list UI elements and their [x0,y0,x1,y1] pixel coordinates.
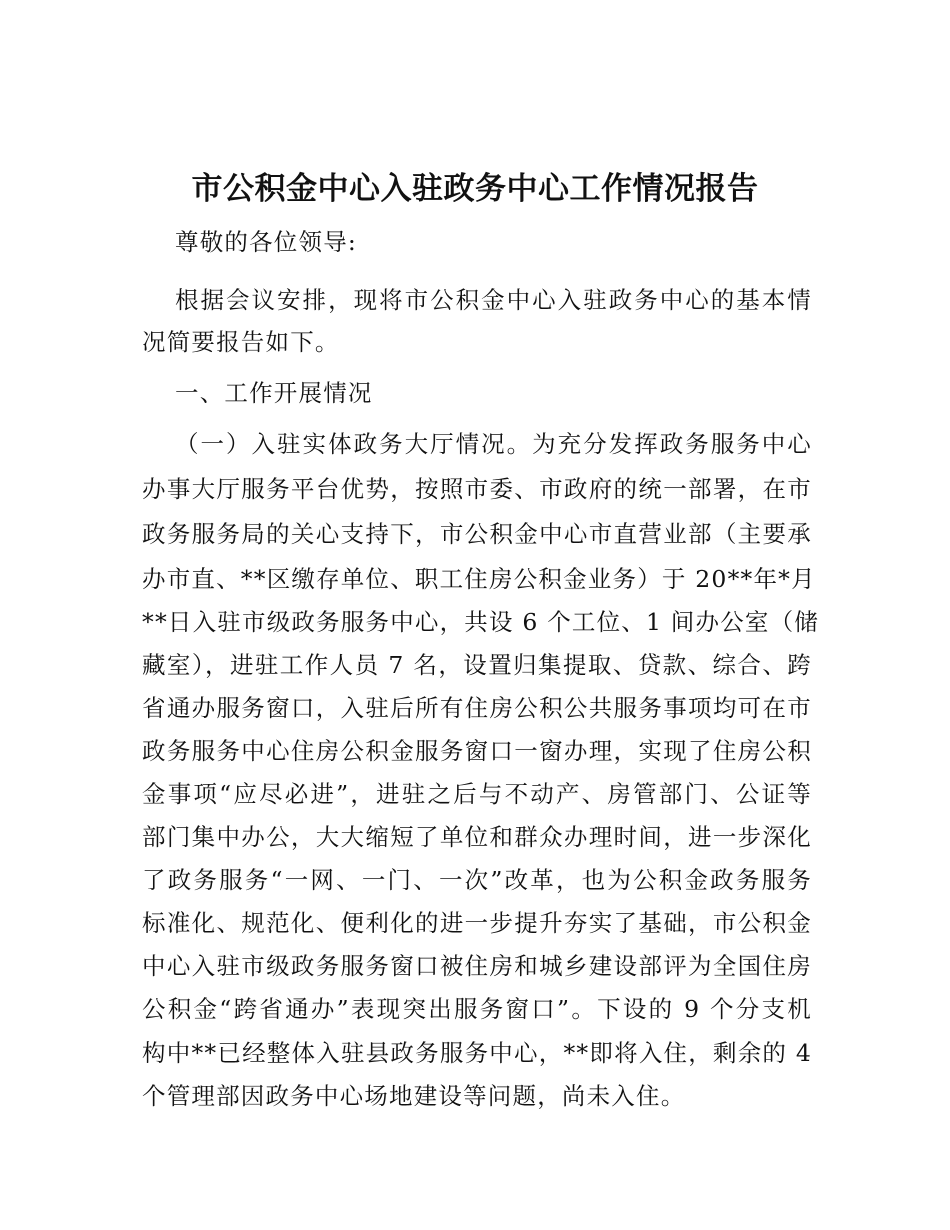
paragraph-line: 办事大厅服务平台优势，按照市委、市政府的统一部署，在市 [142,475,812,503]
paragraph-line: （一）入驻实体政务大厅情况。为充分发挥政务服务中心 [175,430,812,458]
paragraph-line: 公积金“跨省通办”表现突出服务窗口”。下设的 9 个分支机 [142,995,812,1023]
paragraph-line: 政务服务中心住房公积金服务窗口一窗办理，实现了住房公积 [142,737,812,765]
paragraph-line: 个管理部因政务中心场地建设等问题，尚未入住。 [142,1082,686,1110]
intro-line-1: 根据会议安排，现将市公积金中心入驻政务中心的基本情 [175,286,812,314]
paragraph-line: 金事项“应尽必进”，进驻之后与不动产、房管部门、公证等 [142,780,812,808]
section-heading: 一、工作开展情况 [175,379,373,407]
paragraph-line: 政务服务局的关心支持下，市公积金中心市直营业部（主要承 [142,520,812,548]
paragraph-line: 办市直、**区缴存单位、职工住房公积金业务）于 20**年*月 [142,565,816,593]
paragraph-line: 部门集中办公，大大缩短了单位和群众办理时间，进一步深化 [142,823,812,851]
paragraph-line: 构中**已经整体入驻县政务服务中心，**即将入住，剩余的 4 [142,1039,812,1067]
paragraph-line: 中心入驻市级政务服务窗口被住房和城乡建设部评为全国住房 [142,952,812,980]
paragraph-line: 标准化、规范化、便利化的进一步提升夯实了基础，市公积金 [142,909,812,937]
document-title: 市公积金中心入驻政务中心工作情况报告 [191,171,759,207]
paragraph-line: 藏室），进驻工作人员 7 名，设置归集提取、贷款、综合、跨 [142,651,812,679]
paragraph-line: **日入驻市级政务服务中心，共设 6 个工位、1 间办公室（储 [142,608,820,636]
paragraph-line: 省通办服务窗口，入驻后所有住房公积公共服务事项均可在市 [142,694,812,722]
intro-line-2: 况简要报告如下。 [142,328,340,356]
salutation: 尊敬的各位领导: [175,228,358,256]
paragraph-line: 了政务服务“一网、一门、一次”改革，也为公积金政务服务 [142,866,812,894]
